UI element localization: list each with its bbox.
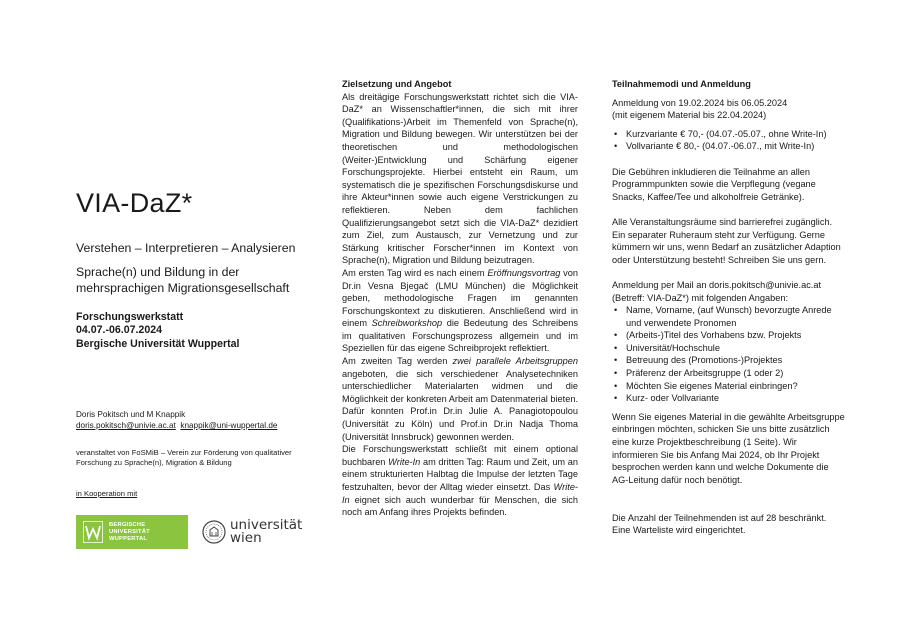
field-variant: • Kurz- oder Vollvariante [612,392,845,405]
cooperation-label: in Kooperation mit [76,489,138,498]
page-title: VIA-DaZ* [76,188,193,218]
wuppertal-mark-icon [83,521,103,543]
univie-logo-line1: universität [230,517,303,533]
email-link-pokitsch[interactable]: doris.pokitsch@univie.ac.at [76,421,176,430]
field-workgroup: • Präferenz der Arbeitsgruppe (1 oder 2) [612,367,845,380]
field-material: • Möchten Sie eigenes Material einbringen? [612,380,845,393]
price-variant-full: • Vollvariante € 80,- (04.07.-06.07., mit Write-In) [612,140,845,153]
accessibility-paragraph: Alle Veranstaltungsräume sind barrierefrei zugänglich. Ein separater Ruheraum steht zur Verfügung. Gerne kümmern wir uns, wenn Bedarf an zusätzlicher Adaption oder Unterstützung besteht! Schreiben Sie uns gern. [612,216,841,265]
subtitle-topic: Sprache(n) und Bildung in der mehrsprachigen Migrationsgesellschaft [76,265,290,296]
wuppertal-logo-line2: UNIVERSITÄT [109,528,150,535]
mail-subject: (Betreff: VIA-DaZ*) mit folgenden Angaben: [612,292,789,303]
authors-names: Doris Pokitsch und M Knappik [76,410,186,419]
event-info [76,311,239,351]
wuppertal-logo [76,515,188,549]
registration-period: Anmeldung von 19.02.2024 bis 06.05.2024 [612,97,788,108]
wuppertal-logo-line1: BERGISCHE [109,522,146,528]
required-fields-list [612,304,845,405]
goals-paragraph: Als dreitägige Forschungswerkstatt richtet sich die VIA-DaZ* an Wissenschaftler*innen, die sich mit ihrer (Qualifikations-)Arbeit im Themenfeld von Sprache(n), Migration und Bildung bewegen. Wir unterstützen bei der theoretischen und methodologischen (Weiter-)Entwicklung und Schärfung eigener Forschungsprojekte. Hierbei entsteht ein Raum, um systematisch die je spezifischen Forschungsdiskurse und ihre Akteur*innen sowie auch eigene Verstrickungen zu reflektieren. Neben dem fachlichen Qualifizierungsangebot setzt sich die VIA-DaZ* dezidiert zum Ziel, zum Austausch, zur Vernetzung und zur Stärkung kritischer Forscher*innen im Kontext von Sprache(n), Migration und Bildung beizutragen. [342,91,578,266]
email-link-knappik[interactable]: knappik@uni-wuppertal.de [180,421,278,430]
univie-logo-line2: wien [230,530,262,546]
goals-heading: Zielsetzung und Angebot [342,79,452,89]
registration-heading: Teilnahmemodi und Anmeldung [612,79,751,89]
field-title: • (Arbeits-)Titel des Vorhabens bzw. Projekts [612,329,845,342]
right-column [612,78,845,537]
subtitle-methods: Verstehen – Interpretieren – Analysieren [76,241,296,255]
mail-intro: Anmeldung per Mail an doris.pokitsch@univie.ac.at [612,279,822,290]
organizer-note: veranstaltet von FoSMiB – Verein zur Förderung von qualitativer Forschung zu Sprache(n), Migration & Bildung [76,448,292,468]
field-university: • Universität/Hochschule [612,342,845,355]
event-place: Bergische Universität Wuppertal [76,337,240,350]
day-two-paragraph: Am zweiten Tag werden zwei parallele Arbeitsgruppen angeboten, die sich verschiedener Analysetechniken unterschiedlicher Materialarten widmen und die Möglichkeit der konkreten Arbeit am Datenmaterial bieten. Dafür konnten Prof.in Dr.in Julie A. Panagiotopoulou (Universität zu Köln) und Prof.in Dr.in Nadja Thoma (Universität Innsbruck) gewonnen werden. [342,356,578,442]
wuppertal-logo-line3: WUPPERTAL [109,535,148,542]
material-paragraph: Wenn Sie eigenes Material in die gewählte Arbeitsgruppe einbringen möchten, schicken Sie uns bitte zusätzlich eine kurze Projektbeschreibung (1 Seite). Wir informieren Sie bis Anfang Mai 2024, ob Ihr Projekt besprochen werden kann und welche Dokumente die AG-Leitung dafür noch benötigt. [612,411,845,485]
univie-logo [202,517,303,546]
price-variants-list [612,128,845,153]
participant-limit: Die Anzahl der Teilnehmenden ist auf 28 beschränkt. Eine Warteliste wird eingerichtet. [612,512,827,536]
univie-seal-icon [202,520,226,544]
day-one-paragraph: Am ersten Tag wird es nach einem Eröffnungsvortrag von Dr.in Vesna Bjegač (LMU München) die Möglichkeit geben, methodologische Fragen im genannten Forschungskontext zu diskutieren. Anschließend wird in einem Schreibworkshop die Bedeutung des Schreibens im qualitativen Forschungsprozess allgemein und im Speziellen für das eigene Schreibprojekt reflektiert. [342,267,578,354]
authors-block [76,409,277,431]
registration-note: (mit eigenem Material bis 22.04.2024) [612,110,767,121]
fees-paragraph: Die Gebühren inkludieren die Teilnahme an allen Programmpunkten sowie die Verpflegung (vegane Snacks, Kaffee/Tee und alkoholfreie Getränke). [612,166,816,202]
field-supervision: • Betreuung des (Promotions-)Projektes [612,354,845,367]
day-three-paragraph: Die Forschungswerkstatt schließt mit einem optional buchbaren Write-In am dritten Tag: Raum und Zeit, um an einem strukturierten Halbtag die Impulse der letzten Tage festzuhalten, bevor der Alltag wieder einsetzt. Das Write-In eignet sich auch wunderbar für Menschen, die sich noch am Anfang ihres Projekts befinden. [342,444,578,518]
event-dates: 04.07.-06.07.2024 [76,324,163,337]
price-variant-short: • Kurzvariante € 70,- (04.07.-05.07., ohne Write-In) [612,128,845,141]
event-name: Forschungswerkstatt [76,311,184,323]
field-name: • Name, Vorname, (auf Wunsch) bevorzugte Anrede und verwendete Pronomen [612,304,845,329]
middle-column [342,78,578,519]
